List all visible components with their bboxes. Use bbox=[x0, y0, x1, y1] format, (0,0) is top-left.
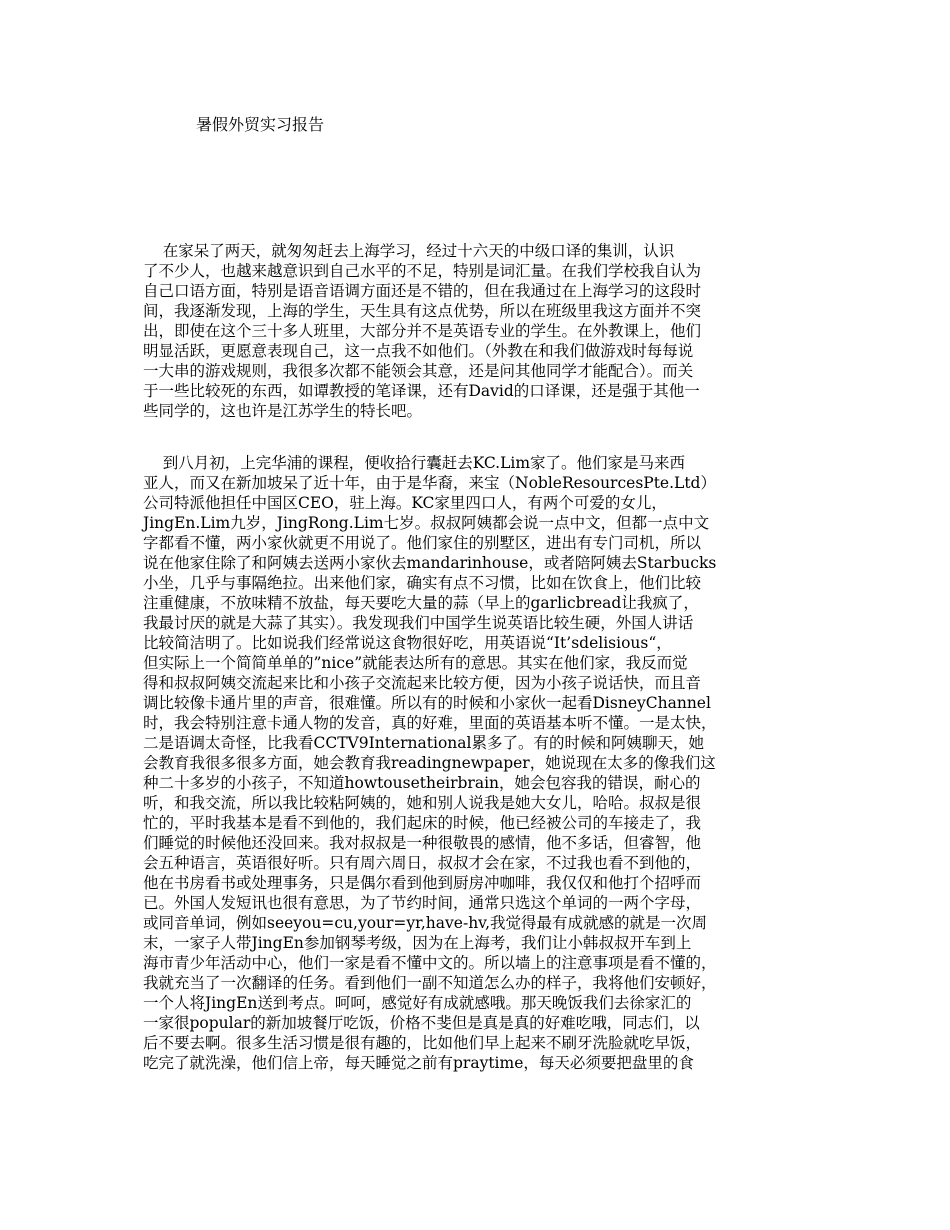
text-line: 已。外国人发短讯也很有意思，为了节约时间，通常只选这个单词的一两个字母， bbox=[143, 894, 702, 912]
text-line: 于一些比较死的东西，如谭教授的笔译课，还有David的口译课，还是强于其他一 bbox=[143, 382, 700, 400]
text-line: 到八月初，上完华浦的课程，便收拾行囊赶去KC.Lim家了。他们家是马来西 bbox=[143, 454, 686, 472]
text-line: 我最讨厌的就是大蒜了其实）。我发现我们中国学生说英语比较生硬，外国人讲话 bbox=[143, 614, 694, 632]
text-line: 一个人将JingEn送到考点。呵呵，感觉好有成就感哦。那天晚饭我们去徐家汇的 bbox=[143, 994, 692, 1012]
text-line: 间，我逐渐发现，上海的学生，天生具有这点优势，所以在班级里我这方面并不突 bbox=[143, 302, 702, 320]
text-line: 调比较像卡通片里的声音，很难懂。所以有的时候和小家伙一起看DisneyChannel bbox=[143, 694, 711, 712]
paragraph-2 bbox=[143, 453, 823, 1073]
text-line: 吃完了就洗澡，他们信上帝，每天睡觉之前有praytime，每天必须要把盘里的食 bbox=[143, 1054, 694, 1072]
text-line: 但实际上一个简简单单的”nice”就能表达所有的意思。其实在他们家，我反而觉 bbox=[143, 654, 688, 672]
text-line: 些同学的，这也许是江苏学生的特长吧。 bbox=[143, 402, 423, 420]
text-line: 在家呆了两天，就匆匆赶去上海学习，经过十六天的中级口译的集训，认识 bbox=[143, 242, 675, 260]
text-line: 一家很popular的新加坡餐厅吃饭，价格不斐但是真是真的好难吃哦，同志们，以 bbox=[143, 1014, 700, 1032]
text-line: 后不要去啊。很多生活习惯是很有趣的，比如他们早上起来不刷牙洗脸就吃早饭， bbox=[143, 1034, 702, 1052]
text-line: 亚人，而又在新加坡呆了近十年，由于是华裔，来宝（NobleResourcesPte.Ltd） bbox=[143, 474, 716, 492]
text-line: 时，我会特别注意卡通人物的发音，真的好难，里面的英语基本听不懂。一是太快， bbox=[143, 714, 717, 732]
text-line: 说在他家住除了和阿姨去送两小家伙去mandarinhouse，或者陪阿姨去Starbucks bbox=[143, 554, 717, 572]
text-line: 会五种语言，英语很好听。只有周六周日，叔叔才会在家，不过我也看不到他的， bbox=[143, 854, 702, 872]
text-line: 我就充当了一次翻译的任务。看到他们一副不知道怎么办的样子，我将他们安顿好， bbox=[143, 974, 717, 992]
text-line: 公司特派他担任中国区CEO，驻上海。KC家里四口人，有两个可爱的女儿， bbox=[143, 494, 667, 512]
text-line: 比较简洁明了。比如说我们经常说这食物很好吃，用英语说“It’sdelisious“， bbox=[143, 634, 672, 652]
text-line: 会教育我很多很多方面，她会教育我readingnewpaper，她说现在太多的像我们这 bbox=[143, 754, 716, 772]
paragraph-1 bbox=[143, 241, 823, 421]
document-title: 暑假外贸实习报告 bbox=[196, 115, 325, 134]
text-line: 们睡觉的时候他还没回来。我对叔叔是一种很敬畏的感情，他不多话，但睿智，他 bbox=[143, 834, 702, 852]
text-line: 小坐，几乎与事隔绝拉。出来他们家，确实有点不习惯，比如在饮食上，他们比较 bbox=[143, 574, 702, 592]
text-line: 一大串的游戏规则，我很多次都不能领会其意，还是问其他同学才能配合）。而关 bbox=[143, 362, 694, 380]
text-line: 得和叔叔阿姨交流起来比和小孩子交流起来比较方便，因为小孩子说话快，而且音 bbox=[143, 674, 702, 692]
text-line: 了不少人，也越来越意识到自己水平的不足，特别是词汇量。在我们学校我自认为 bbox=[143, 262, 702, 280]
text-line: 字都看不懂，两小家伙就更不用说了。他们家住的别墅区，进出有专门司机，所以 bbox=[143, 534, 702, 552]
text-line: 明显活跃，更愿意表现自己，这一点我不如他们。（外教在和我们做游戏时每每说 bbox=[143, 342, 694, 360]
text-line: 海市青少年活动中心，他们一家是看不懂中文的。所以墙上的注意事项是看不懂的， bbox=[143, 954, 717, 972]
text-line: 忙的，平时我基本是看不到他的，我们起床的时候，他已经被公司的车接走了，我 bbox=[143, 814, 702, 832]
text-line: 二是语调太奇怪，比我看CCTV9International累多了。有的时候和阿姨聊天，她 bbox=[143, 734, 704, 752]
text-line: 注重健康，不放味精不放盐，每天要吃大量的蒜（早上的garlicbread让我疯了， bbox=[143, 594, 699, 612]
text-line: 末，一家子人带JingEn参加钢琴考级，因为在上海考，我们让小韩叔叔开车到上 bbox=[143, 934, 692, 952]
text-line: 或同音单词，例如seeyou=cu,your=yr,have-hv,我觉得最有成就感的就是一次周 bbox=[143, 914, 708, 932]
text-line: JingEn.Lim九岁，JingRong.Lim七岁。叔叔阿姨都会说一点中文，但都一点中文 bbox=[143, 514, 710, 532]
text-line: 种二十多岁的小孩子，不知道howtousetheirbrain，她会包容我的错误，耐心的 bbox=[143, 774, 701, 792]
text-line: 出，即使在这个三十多人班里，大部分并不是英语专业的学生。在外教课上，他们 bbox=[143, 322, 702, 340]
text-line: 听，和我交流，所以我比较粘阿姨的，她和别人说我是她大女儿，哈哈。叔叔是很 bbox=[143, 794, 702, 812]
text-line: 自己口语方面，特别是语音语调方面还是不错的，但在我通过在上海学习的这段时 bbox=[143, 282, 702, 300]
text-line: 他在书房看书或处理事务，只是偶尔看到他到厨房冲咖啡，我仅仅和他打个招呼而 bbox=[143, 874, 702, 892]
